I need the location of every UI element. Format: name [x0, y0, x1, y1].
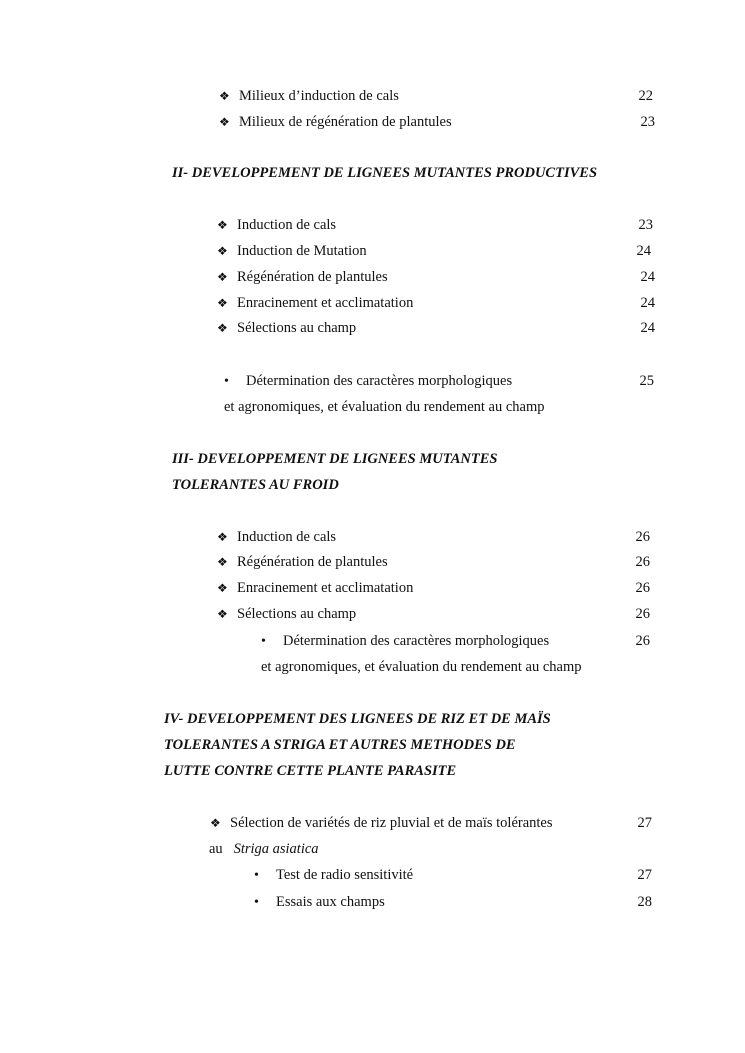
- toc-page-number: 23: [638, 217, 653, 233]
- toc-subitem-continuation: et agronomiques, et évaluation du rendement au champ: [224, 399, 545, 415]
- toc-item: [210, 814, 553, 832]
- toc-page-number: 26: [635, 529, 650, 545]
- toc-item-label: Induction de cals: [237, 529, 337, 545]
- toc-subitem: [224, 372, 512, 391]
- toc-item-label: Enracinement et acclimatation: [237, 295, 414, 311]
- dot-bullet-icon: •: [224, 374, 229, 389]
- toc-subitem-label: Détermination des caractères morphologiques: [246, 373, 513, 389]
- toc-item-label: Induction de cals: [237, 217, 337, 233]
- diamond-bullet-icon: ❖: [217, 607, 228, 621]
- toc-item-label: Sélection de variétés de riz pluvial et de maïs tolérantes: [230, 815, 553, 831]
- toc-page-number: 24: [636, 243, 651, 259]
- toc-page-number: 27: [637, 815, 652, 831]
- toc-subitem-label: Essais aux champs: [276, 894, 385, 910]
- toc-page-number: 27: [637, 867, 652, 883]
- toc-item-label: Enracinement et acclimatation: [237, 580, 414, 596]
- toc-subitem-label: Test de radio sensitivité: [276, 867, 414, 883]
- toc-page-number: 22: [638, 88, 653, 104]
- toc-subitem: [254, 866, 413, 885]
- toc-item: [217, 528, 336, 546]
- toc-item: [217, 216, 336, 234]
- toc-subitem: [254, 893, 385, 912]
- toc-item: [217, 268, 388, 286]
- toc-item-label: Sélections au champ: [237, 606, 357, 622]
- toc-page-number: 26: [635, 554, 650, 570]
- toc-subitem-label: Détermination des caractères morphologiques: [283, 633, 550, 649]
- diamond-bullet-icon: ❖: [217, 296, 228, 310]
- diamond-bullet-icon: ❖: [217, 270, 228, 284]
- section-heading-continuation: TOLERANTES AU FROID: [172, 477, 339, 493]
- toc-page-number: 26: [635, 606, 650, 622]
- toc-page-number: 25: [639, 373, 654, 389]
- toc-page-number: 23: [640, 114, 655, 130]
- toc-item: [217, 579, 413, 597]
- toc-item-label: Milieux de régénération de plantules: [239, 114, 452, 130]
- diamond-bullet-icon: ❖: [217, 555, 228, 569]
- species-name: Striga asiatica: [233, 841, 319, 857]
- toc-item-label: Induction de Mutation: [237, 243, 367, 259]
- diamond-bullet-icon: ❖: [219, 89, 230, 103]
- diamond-bullet-icon: ❖: [217, 244, 228, 258]
- diamond-bullet-icon: ❖: [219, 115, 230, 129]
- diamond-bullet-icon: ❖: [217, 581, 228, 595]
- toc-subitem: [261, 632, 549, 651]
- toc-item: [219, 87, 399, 105]
- toc-item: [217, 319, 356, 337]
- toc-page-number: 28: [637, 894, 652, 910]
- diamond-bullet-icon: ❖: [217, 218, 228, 232]
- diamond-bullet-icon: ❖: [217, 530, 228, 544]
- section-heading-continuation: TOLERANTES A STRIGA ET AUTRES METHODES DE: [164, 737, 516, 753]
- toc-item: [217, 294, 413, 312]
- diamond-bullet-icon: ❖: [210, 816, 221, 830]
- toc-item-label: Régénération de plantules: [237, 269, 388, 285]
- section-heading: IV- DEVELOPPEMENT DES LIGNEES DE RIZ ET DE MAÏS: [164, 711, 551, 727]
- toc-page-number: 26: [635, 580, 650, 596]
- toc-item: [217, 553, 388, 571]
- diamond-bullet-icon: ❖: [217, 321, 228, 335]
- section-heading: II- DEVELOPPEMENT DE LIGNEES MUTANTES PRODUCTIVES: [172, 165, 598, 181]
- toc-item-label: Régénération de plantules: [237, 554, 388, 570]
- dot-bullet-icon: •: [254, 895, 259, 910]
- dot-bullet-icon: •: [254, 868, 259, 883]
- toc-subitem-continuation: et agronomiques, et évaluation du rendement au champ: [261, 659, 582, 675]
- toc-page-number: 24: [640, 295, 655, 311]
- toc-item-continuation-prefix: au: [209, 841, 223, 857]
- toc-page-number: 26: [635, 633, 650, 649]
- toc-item-label: Sélections au champ: [237, 320, 357, 336]
- section-heading: III- DEVELOPPEMENT DE LIGNEES MUTANTES: [172, 451, 498, 467]
- toc-item-label: Milieux d’induction de cals: [239, 88, 399, 104]
- section-heading-continuation: LUTTE CONTRE CETTE PLANTE PARASITE: [164, 763, 457, 779]
- dot-bullet-icon: •: [261, 634, 266, 649]
- toc-item-continuation: [209, 840, 319, 858]
- toc-item: [217, 242, 367, 260]
- toc-page-number: 24: [640, 269, 655, 285]
- toc-page-number: 24: [640, 320, 655, 336]
- toc-item: [219, 113, 452, 131]
- toc-item: [217, 605, 356, 623]
